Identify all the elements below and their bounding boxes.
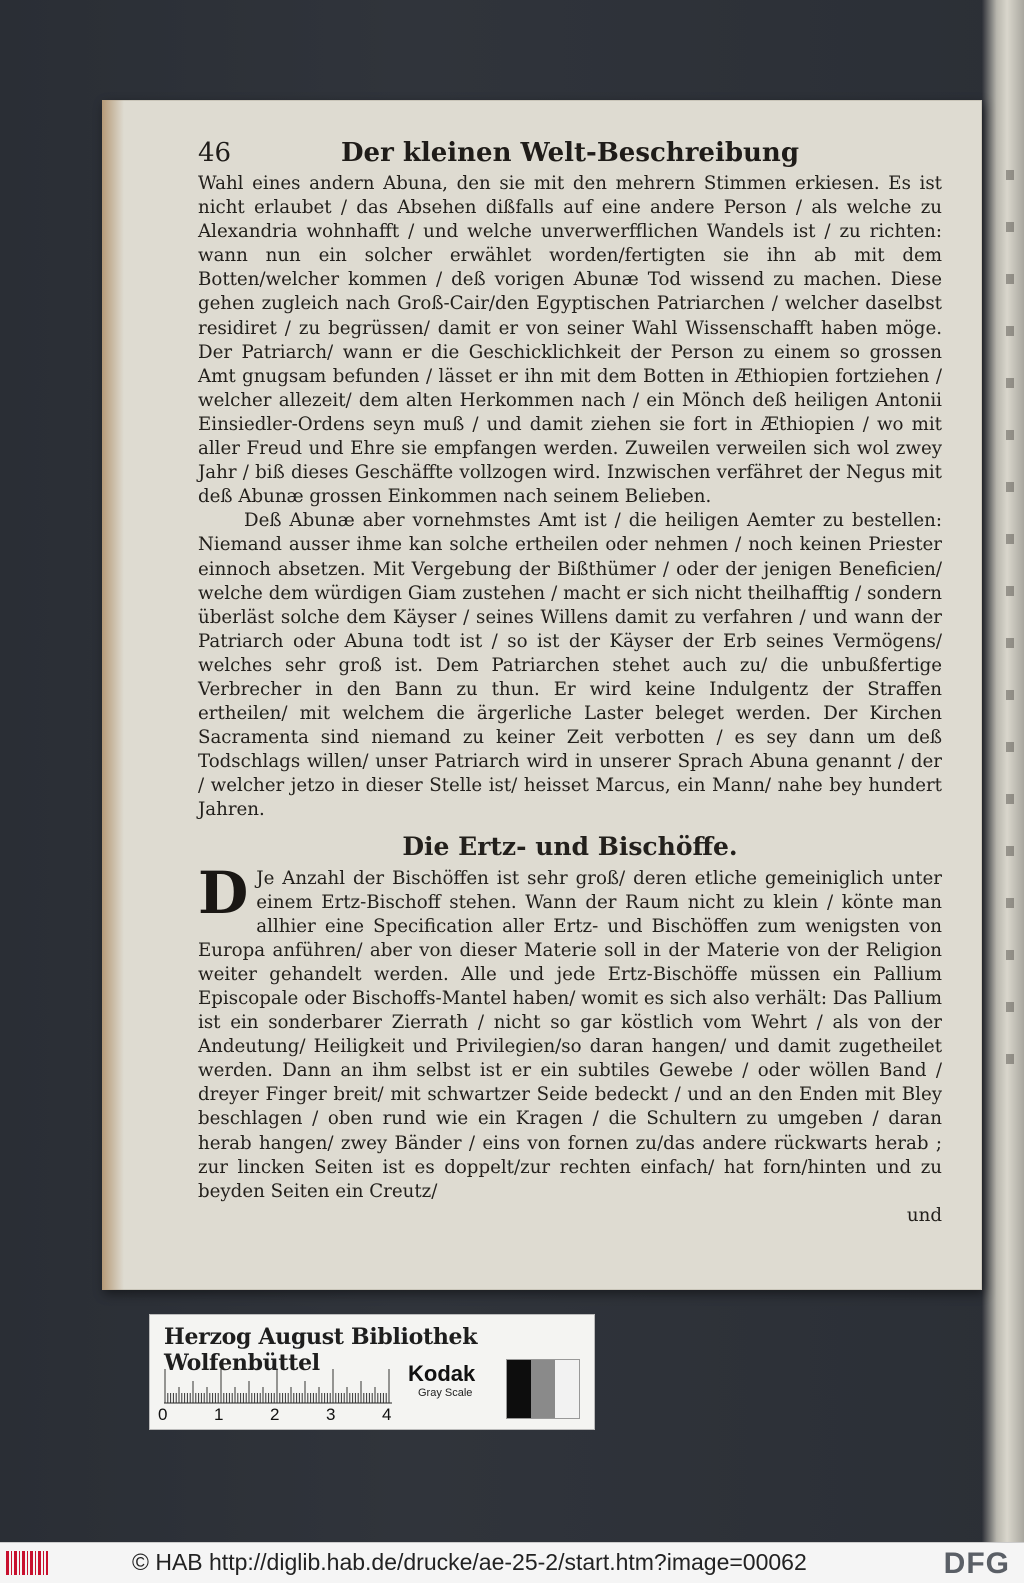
adjacent-page-edge [982, 0, 1024, 1542]
page-header [198, 138, 942, 174]
paragraph-2: Deß Abunæ aber vornehmstes Amt ist / die heiligen Aemter zu bestellen: Niemand ausser ihme kan solche ertheilen oder nehmen / noch keinen Priester einnoch absetzen. Mit Vergebung der Bißthümer / oder der jenigen Beneficien/ welche dem würdigen Giam zustehen / macht er sich nicht theilhafftig / sondern überläst solche dem Käyser / seines Willens damit zu verfahren / und wann der Patriarch oder Abuna todt ist / so ist der Käyser der Erb seines Vermögens/ welches sehr groß ist. Dem Patriarchen stehet auch zu/ die unbußfertige Verbrecher in den Bann zu thun. Er wird keine Indulgentz der Straffen ertheilen/ mit welchem die ärgerliche Laster beleget werden. Der Kirchen Sacramenta sind niemand zu keiner Zeit verbotten / es sey dann um deß Todschlags willen/ unser Patriarch wird in unserer Sprach Abuna genannt / der / welcher jetzo in dieser Stelle ist/ heisset Marcus, ein Mann/ nahe bey hundert Jahren. [198, 510, 942, 821]
section-paragraph: Je Anzahl der Bischöffen ist sehr groß/ deren etliche gemeiniglich unter einem Ertz-Bischoff stehen. Wann der Raum nicht zu klein / könte man allhier eine Specification aller Ertz- und Bischöffen zum wenigsten von Europa anführen/ aber von dieser Materie soll in der Materie von der Religion weiter gehandelt werden. Alle und jede Ertz-Bischöffe müssen ein Pallium Episcopale oder Bischoffs-Mantel haben/ womit es sich also verhält: Das Pallium ist ein sonderbarer Zierrath / nicht so gar köstlich vom Wehrt / als von der Andeutung/ Heiligkeit und Privilegien/so daran hangen/ und damit zugetheilet werden. Dann an ihm selbst ist er ein subtiles Gewebe / oder wöllen Band / dreyer Finger breit/ mit schwartzer Seide bedeckt / und an den Enden mit Bley beschlagen / oben rund wie ein Kragen / die Schultern zu umgeben / daran herab hangen/ zwey Bänder / eins von fornen zu/das andere rückwarts herab ; zur lincken Seiten ist es doppelt/zur rechten einfach/ hat forn/hinten und zu beyden Seiten ein Creutz/ [198, 867, 942, 1202]
measurement-ruler [164, 1367, 392, 1407]
page-number: 46 [198, 138, 232, 168]
paragraph-1: Wahl eines andern Abuna, den sie mit den mehrern Stimmen erkiesen. Es ist nicht erlaubet / das Absehen dißfalls auf eine andere Person / als welche zu Alexandria wohnhafft / und welche unverwerfflichen Wandels ist / zu richten: wann nun ein solcher erwählet worden/fertigten sie ihn ab mit dem Botten/welcher kommen / deß vorigen Abunæ Tod wissend zu machen. Diese gehen zugleich nach Groß-Cair/den Egyptischen Patriarchen / welcher daselbst residiret / zu begrüssen/ damit er von seiner Wahl Wissenschafft haben möge. Der Patriarch/ wann er die Geschicklichkeit der Person zu einem so grossen Amt gnugsam befunden / lässet er ihn mit dem Botten in Æthiopien fortziehen / welcher allezeit/ dem alten Herkommen nach / ein Mönch deß heiligen Antonii Einsiedler-Ordens seyn muß / und damit ziehen sie fort in Æthiopien / wo mit aller Freud und Ehre sie empfangen werden. Zuweilen verweilen sich wol zwey Jahr / biß dieses Geschäffte vollzogen wird. Inzwischen verfähret der Negus mit deß Abunæ grossen Einkommen nach seinem Belieben. [198, 173, 942, 508]
color-reference-card [149, 1314, 595, 1430]
body-text [198, 172, 942, 1228]
ruler-label-0: 0 [158, 1405, 168, 1424]
catchword: und [906, 1204, 942, 1226]
section-heading: Die Ertz- und Bischöffe. [402, 831, 738, 861]
book-page [102, 100, 982, 1290]
gray-patch-dark [507, 1360, 531, 1418]
gray-patch-light [555, 1360, 579, 1418]
viewer-footer [0, 1542, 1024, 1583]
gray-patch-mid [531, 1360, 555, 1418]
gray-scale-label: Gray Scale [418, 1387, 473, 1399]
running-head: Der kleinen Welt-Beschreibung [340, 138, 800, 168]
ruler-label-3: 3 [326, 1405, 336, 1424]
ruler-tick-labels [158, 1405, 398, 1425]
hab-barcode-icon [6, 1551, 48, 1575]
adjacent-page-text-marks [1006, 170, 1014, 1070]
section-paragraph-wrapper [198, 858, 942, 1204]
gray-scale-patches [506, 1359, 580, 1419]
ruler-label-1: 1 [214, 1405, 224, 1424]
kodak-logo: Kodak [408, 1361, 476, 1386]
institution-name: Herzog August Bibliothek Wolfenbüttel [164, 1324, 478, 1376]
drop-cap-initial: D [198, 858, 249, 927]
dfg-logo: DFG [943, 1547, 1010, 1580]
ruler-label-4: 4 [382, 1405, 392, 1424]
ruler-label-2: 2 [270, 1405, 280, 1424]
copyright-link[interactable]: © HAB http://diglib.hab.de/drucke/ae-25-2/start.htm?image=00062 [132, 1549, 807, 1575]
